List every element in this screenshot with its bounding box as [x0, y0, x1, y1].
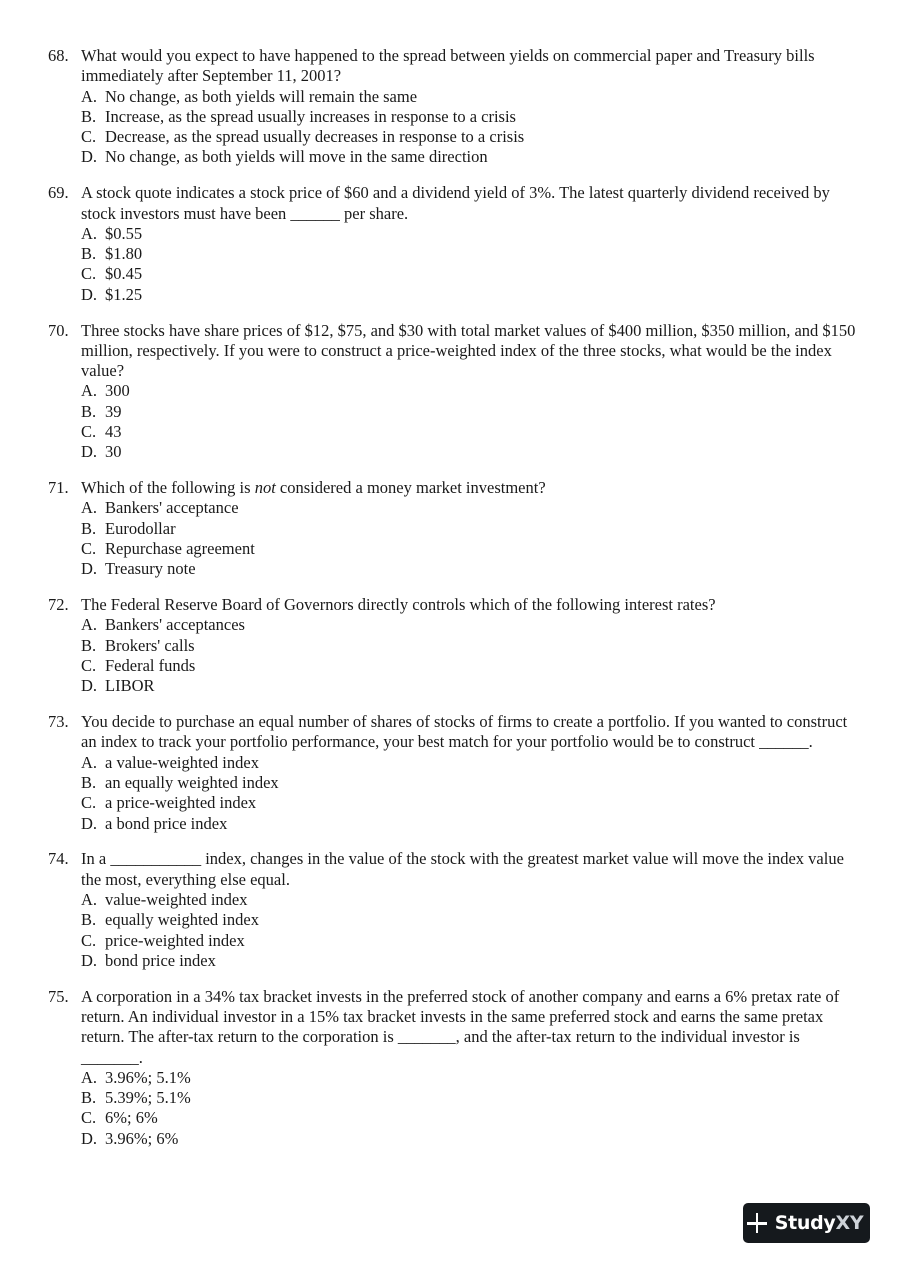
option-text: 30 [105, 442, 122, 462]
question-69 [48, 183, 858, 305]
brand-name-main: Study [774, 1211, 836, 1234]
answer-option-b [81, 773, 858, 793]
option-letter: A. [81, 223, 98, 243]
question-text-start: Which of the following is [81, 478, 255, 498]
option-letter: C. [81, 539, 97, 559]
option-letter: B. [81, 910, 97, 930]
answer-option-c [81, 931, 858, 951]
plus-icon [746, 1212, 768, 1234]
option-letter: B. [81, 773, 97, 792]
question-text [81, 478, 858, 498]
option-letter: D. [81, 676, 98, 696]
option-letter: A. [81, 86, 98, 106]
option-letter: A. [81, 752, 98, 772]
option-text: Bankers' acceptances [105, 615, 245, 635]
option-text: 3.96%; 5.1% [105, 1067, 191, 1087]
option-text: a value-weighted index [105, 752, 259, 772]
answer-option-a [81, 1068, 858, 1088]
answer-option-c [81, 793, 858, 813]
option-letter: C. [81, 264, 97, 284]
option-text: price-weighted index [105, 930, 245, 950]
option-letter: A. [81, 615, 98, 635]
question-number: 75. [48, 986, 69, 1006]
option-text: No change, as both yields will remain the same [105, 86, 418, 106]
studyxy-logo[interactable] [743, 1203, 870, 1243]
answer-option-d [81, 951, 858, 971]
option-text: Bankers' acceptance [105, 498, 239, 518]
answer-option-b [81, 910, 858, 930]
question-text: You decide to purchase an equal number of shares of stocks of firms to create a portfolio. If you wanted to construct an index to track your portfolio performance, your best match for your portfolio would be to construct ______. [81, 712, 848, 752]
answer-option-b [81, 636, 858, 656]
question-70 [48, 321, 858, 463]
answer-option-a [81, 381, 858, 401]
answer-option-a [81, 890, 858, 910]
question-number: 74. [48, 849, 69, 869]
option-text: $1.80 [105, 244, 143, 264]
option-text: value-weighted index [105, 889, 248, 909]
option-text: Federal funds [105, 656, 196, 676]
option-letter: D. [81, 1128, 98, 1148]
answer-option-d [81, 442, 858, 462]
option-letter: B. [81, 244, 97, 264]
option-text: equally weighted index [105, 910, 259, 930]
option-letter: C. [81, 930, 97, 950]
question-number: 72. [48, 595, 69, 615]
option-letter: D. [81, 147, 98, 167]
option-text: Eurodollar [105, 518, 176, 538]
question-list [48, 46, 858, 1165]
answer-option-a [81, 498, 858, 518]
question-text: In a ___________ index, changes in the value of the stock with the greatest market value will move the index value the most, everything else equal. [81, 849, 844, 889]
question-number: 68. [48, 46, 69, 65]
option-text: Repurchase agreement [105, 539, 255, 559]
option-letter: C. [81, 656, 97, 676]
option-letter: A. [81, 381, 98, 401]
answer-option-d [81, 285, 858, 305]
option-text: 5.39%; 5.1% [105, 1088, 191, 1108]
question-text: A stock quote indicates a stock price of $60 and a dividend yield of 3%. The latest quarterly dividend received by stock investors must have been ______ per share. [81, 183, 830, 223]
answer-option-d [81, 559, 858, 579]
option-letter: B. [81, 1088, 97, 1108]
question-74 [48, 849, 858, 971]
option-letter: C. [81, 127, 97, 147]
option-letter: B. [81, 401, 97, 421]
option-letter: D. [81, 950, 98, 970]
brand-name [774, 1211, 864, 1234]
answer-option-d [81, 1129, 858, 1149]
option-letter: A. [81, 889, 98, 909]
question-text-end: considered a money market investment? [275, 478, 546, 498]
question-text-emphasis: not [254, 478, 276, 498]
option-text: a bond price index [105, 813, 228, 833]
answer-option-b [81, 244, 858, 264]
option-text: Treasury note [105, 559, 196, 579]
option-text: No change, as both yields will move in the same direction [105, 147, 488, 167]
brand-name-accent: XY [835, 1211, 864, 1234]
option-text: 43 [105, 422, 122, 442]
option-letter: B. [81, 106, 97, 126]
option-text: 300 [105, 381, 130, 401]
option-letter: C. [81, 793, 97, 813]
option-text: LIBOR [105, 676, 155, 696]
answer-option-c [81, 539, 858, 559]
question-number: 71. [48, 478, 69, 498]
option-text: $0.55 [105, 223, 143, 243]
question-number: 69. [48, 183, 69, 203]
option-letter: A. [81, 498, 98, 518]
answer-option-c [81, 656, 858, 676]
option-text: 39 [105, 401, 122, 421]
option-text: 3.96%; 6% [105, 1128, 179, 1148]
answer-option-a [81, 615, 858, 635]
answer-option-a [81, 224, 858, 244]
question-text: What would you expect to have happened to the spread between yields on commercial paper and Treasury bills immediately after September 11, 2001? [81, 46, 815, 86]
question-72 [48, 595, 858, 696]
question-text: The Federal Reserve Board of Governors directly controls which of the following interest rates? [81, 595, 716, 615]
option-text: $0.45 [105, 264, 143, 284]
question-71 [48, 478, 858, 579]
option-letter: C. [81, 422, 97, 442]
question-75 [48, 987, 858, 1149]
question-73 [48, 712, 858, 834]
option-letter: D. [81, 559, 98, 579]
answer-option-c [81, 264, 858, 284]
answer-option-d [81, 676, 858, 696]
option-letter: D. [81, 442, 98, 462]
option-text: bond price index [105, 950, 216, 970]
question-number: 70. [48, 320, 69, 340]
option-text: Decrease, as the spread usually decreases in response to a crisis [105, 127, 525, 147]
option-letter: A. [81, 1067, 98, 1087]
option-text: a price-weighted index [105, 793, 257, 813]
question-text: Three stocks have share prices of $12, $75, and $30 with total market values of $400 million, $350 million, and $150 million, respectively. If you were to construct a price-weighted index of the three stocks, what would be the index value? [81, 320, 856, 381]
answer-option-b [81, 402, 858, 422]
answer-option-b [81, 519, 858, 539]
option-letter: D. [81, 813, 98, 833]
answer-option-c [81, 1108, 858, 1128]
answer-option-a [81, 753, 858, 773]
option-text: $1.25 [105, 284, 143, 304]
option-text: Increase, as the spread usually increases in response to a crisis [105, 106, 516, 126]
option-text: Brokers' calls [105, 635, 195, 655]
option-text: an equally weighted index [105, 773, 279, 792]
answer-option-d [81, 147, 858, 167]
option-letter: C. [81, 1108, 97, 1128]
option-letter: B. [81, 518, 97, 538]
question-text: A corporation in a 34% tax bracket invests in the preferred stock of another company and earns a 6% pretax rate of return. An individual investor in a 15% tax bracket invests in the same preferred stock and earns the same pretax return. The after-tax return to the corporation is _______, and the after-tax return to the individual investor is _______. [81, 986, 840, 1067]
answer-option-a [81, 87, 858, 107]
answer-option-d [81, 814, 858, 834]
answer-option-c [81, 127, 858, 147]
option-letter: B. [81, 635, 97, 655]
question-68 [48, 46, 858, 168]
option-letter: D. [81, 284, 98, 304]
answer-option-b [81, 107, 858, 127]
answer-option-b [81, 1088, 858, 1108]
option-text: 6%; 6% [105, 1108, 158, 1128]
question-number: 73. [48, 712, 69, 732]
answer-option-c [81, 422, 858, 442]
